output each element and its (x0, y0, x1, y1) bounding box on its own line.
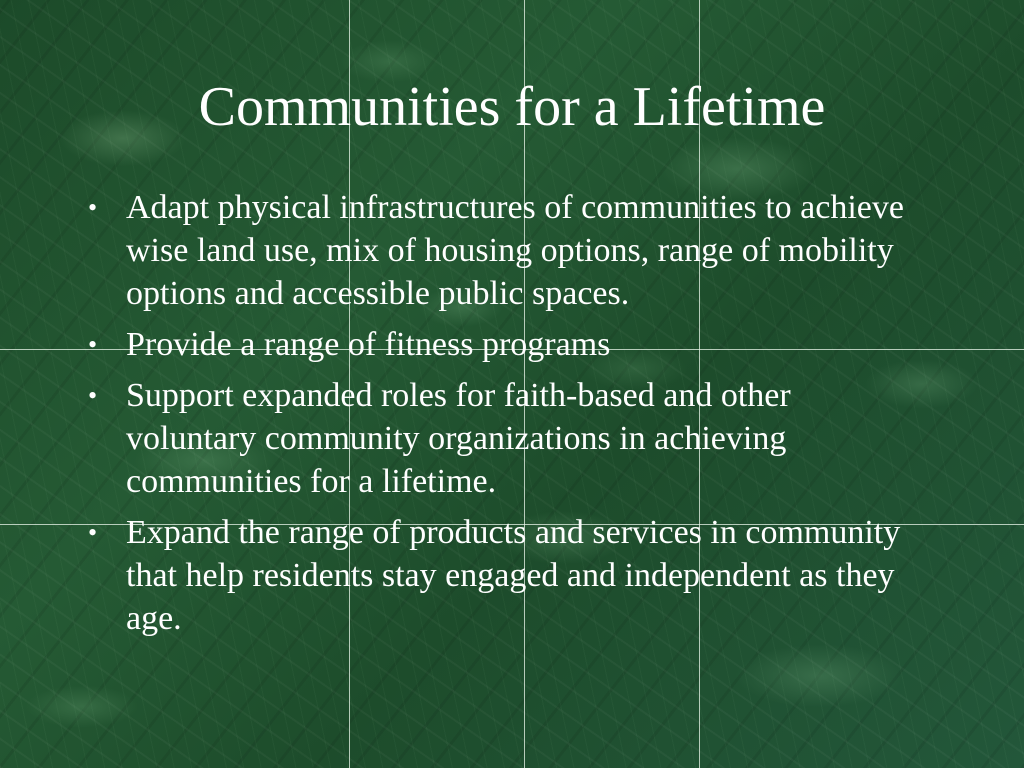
bullet-text: Expand the range of products and services in community that help residents stay engaged and independent as they age. (126, 514, 901, 637)
bullet-item (84, 323, 924, 366)
bullet-text: Provide a range of fitness programs (126, 326, 611, 363)
bullet-dot-icon: • (88, 381, 98, 410)
bullet-item (84, 186, 924, 315)
bullet-text: Adapt physical infrastructures of communities to achieve wise land use, mix of housing options, range of mobility options and accessible public spaces. (126, 189, 904, 312)
bullet-dot-icon: • (88, 330, 98, 359)
bullet-item (84, 374, 924, 503)
bullet-list (84, 186, 924, 648)
bullet-item (84, 511, 924, 640)
bullet-dot-icon: • (88, 518, 98, 547)
bullet-dot-icon: • (88, 193, 98, 222)
bullet-text: Support expanded roles for faith-based and other voluntary community organizations in achieving communities for a lifetime. (126, 377, 791, 500)
slide-title: Communities for a Lifetime (198, 76, 826, 138)
